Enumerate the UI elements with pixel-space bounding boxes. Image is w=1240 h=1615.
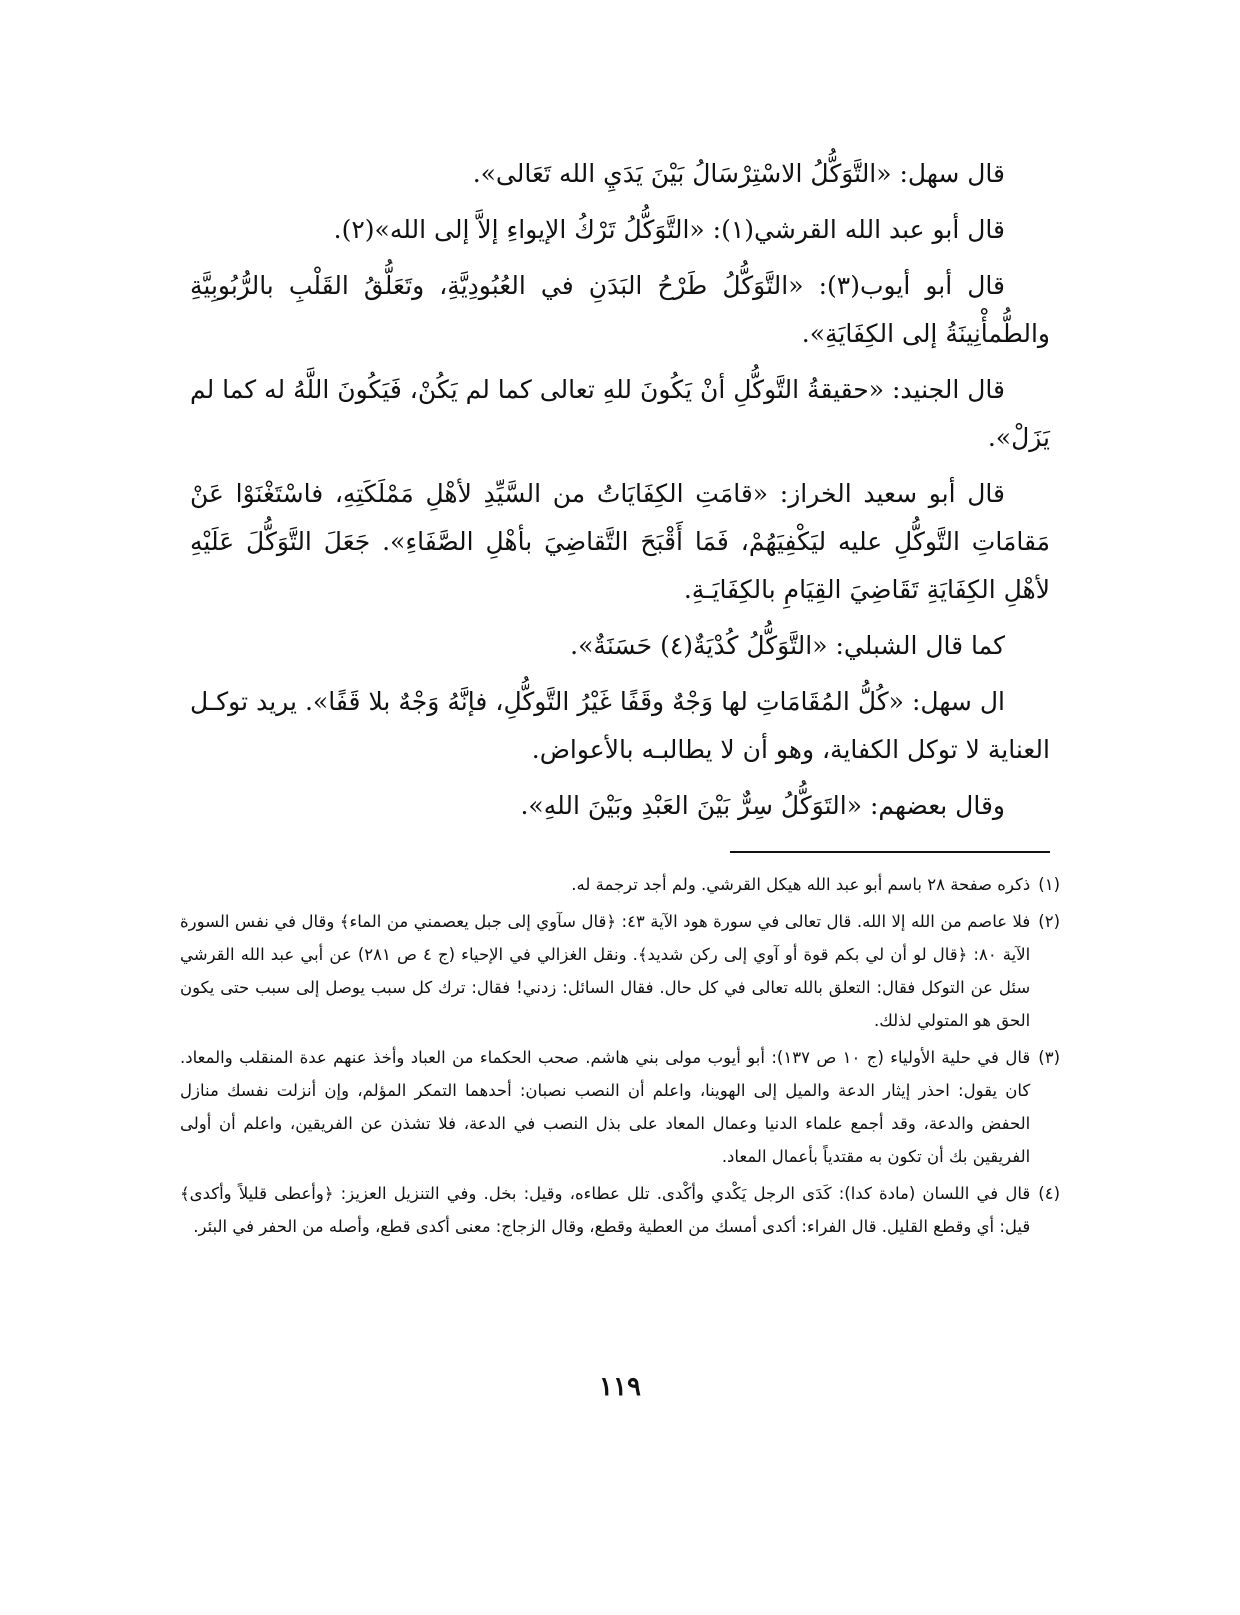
- paragraph-sahl: قال سهل: «التَّوَكُّلُ الاسْتِرْسَالُ بَيْنَ يَدَيِ الله تَعَالى».: [472, 159, 1005, 188]
- paragraph-shibli: كما قال الشبلي: «التَّوَكُّلُ كُدْيَةٌ(٤) حَسَنَةٌ».: [570, 631, 1005, 660]
- footnote-text: قال في اللسان (مادة كدا): كَدَى الرجل يَكْدي وأكْدى. تلل عطاءه، وقيل: بخل. وفي التنزيل العزيز: ﴿وأعطى قليلاً وأكدى﴾ قيل: أي وقطع القليل. قال الفراء: أكدى أمسك من العطية وقطع، وقال الزجاج: معنى أكدى قطع، وأصله من الحفر في البئر.: [180, 1184, 1031, 1236]
- footnote-number: (٢): [1038, 912, 1060, 931]
- footnote-4: [180, 1177, 1060, 1243]
- footnote-text: فلا عاصم من الله إلا الله. قال تعالى في سورة هود الآية ٤٣: ﴿قال سآوي إلى جبل يعصمني من الماء﴾ وقال في نفس السورة الآية ٨٠: ﴿قال لو أن لي بكم قوة أو آوي إلى ركن شديد﴾. ونقل الغزالي في الإحياء (ج ٤ ص ٢٨١) عن أبي عبد الله القرشي سئل عن التوكل فقال: التعلق بالله تعالى في كل حال. فقال السائل: زدني! فقال: ترك كل سبب يوصل إلى سبب حتى يكون الحق هو المتولي لذلك.: [180, 912, 1031, 1030]
- footnote-separator: [730, 851, 1050, 853]
- footnote-3: [180, 1041, 1060, 1173]
- page-number: ١١٩: [599, 1372, 641, 1402]
- footnote-2: [180, 905, 1060, 1037]
- footnote-text: قال في حلية الأولياء (ج ١٠ ص ١٣٧): أبو أيوب مولى بني هاشم. صحب الحكماء من العباد وأخذ عنهم عدة المنقلب والمعاد. كان يقول: احذر إيثار الدعة والميل إلى الهوينا، واعلم أن النصب نصبان: أحدهما التمكر المؤلم، وإن أنزلت نفسك منازل الحفض والدعة، وقد أجمع علماء الدنيا وعمال المعاد على بذل النصب في الدعة، فلا تشذن عن الفريقين، واعلم أن أولى الفريقين بك أن تكون به مقتدياً بأعمال المعاد.: [180, 1048, 1031, 1166]
- footnote-number: (٣): [1038, 1048, 1060, 1067]
- footnote-1: [180, 868, 1060, 901]
- main-text: [190, 150, 1050, 838]
- paragraph-kharraz: قال أبو سعيد الخراز: «قامَتِ الكِفَايَاتُ من السَّيِّدِ لأهْلِ مَمْلَكَتِهِ، فاسْتَغْنَوْا عَنْ مَقامَاتِ التَّوكُّلِ عليه ليَكْفِيَهُمْ، فَمَا أَقْبَحَ التَّقاضِيَ بأهْلِ الصَّفَاءِ». جَعَلَ التَّوَكُّلَ عَلَيْهِ لأهْلِ الكِفَايَةِ تَقَاضِيَ القِيَامِ بالكِفَايَـةِ.: [190, 479, 1050, 604]
- footnote-text: ذكره صفحة ٢٨ باسم أبو عبد الله هيكل القرشي. ولم أجد ترجمة له.: [571, 875, 1031, 894]
- footnote-number: (١): [1038, 875, 1060, 894]
- paragraph-junayd: قال الجنيد: «حقيقةُ التَّوكُّلِ أنْ يَكُونَ للهِ تعالى كما لم يَكُنْ، فَيَكُونَ اللَّهُ له كما لم يَزَلْ».: [189, 375, 1050, 452]
- paragraph-qurashi: قال أبو عبد الله القرشي(١): «التَّوَكُّلُ تَرْكُ الإيواءِ إلاَّ إلى الله»(٢).: [333, 215, 1005, 244]
- paragraph-sahl-maqamat: ال سهل: «كُلُّ المُقَامَاتِ لها وَجْهٌ وقَفًا غَيْرُ التَّوكُّلِ، فإنَّهُ وَجْهٌ بلا قَفًا». يريد توكـل العناية لا توكل الكفاية، وهو أن لا يطالبـه بالأعواض.: [190, 687, 1050, 764]
- footnote-number: (٤): [1038, 1184, 1060, 1203]
- paragraph-baaduhum: وقال بعضهم: «التَوَكُّلُ سِرٌّ بَيْنَ العَبْدِ وبَيْنَ اللهِ».: [520, 791, 1005, 820]
- footnotes: [180, 868, 1060, 1247]
- paragraph-abu-ayyub: قال أبو أيوب(٣): «التَّوَكُّلُ طَرْحُ البَدَنِ في العُبُودِيَّةِ، وتَعَلُّقُ القَلْبِ بالرُّبُوبِيَّةِ والطُّمأْنِينَةُ إلى الكِفَايَةِ».: [190, 271, 1050, 348]
